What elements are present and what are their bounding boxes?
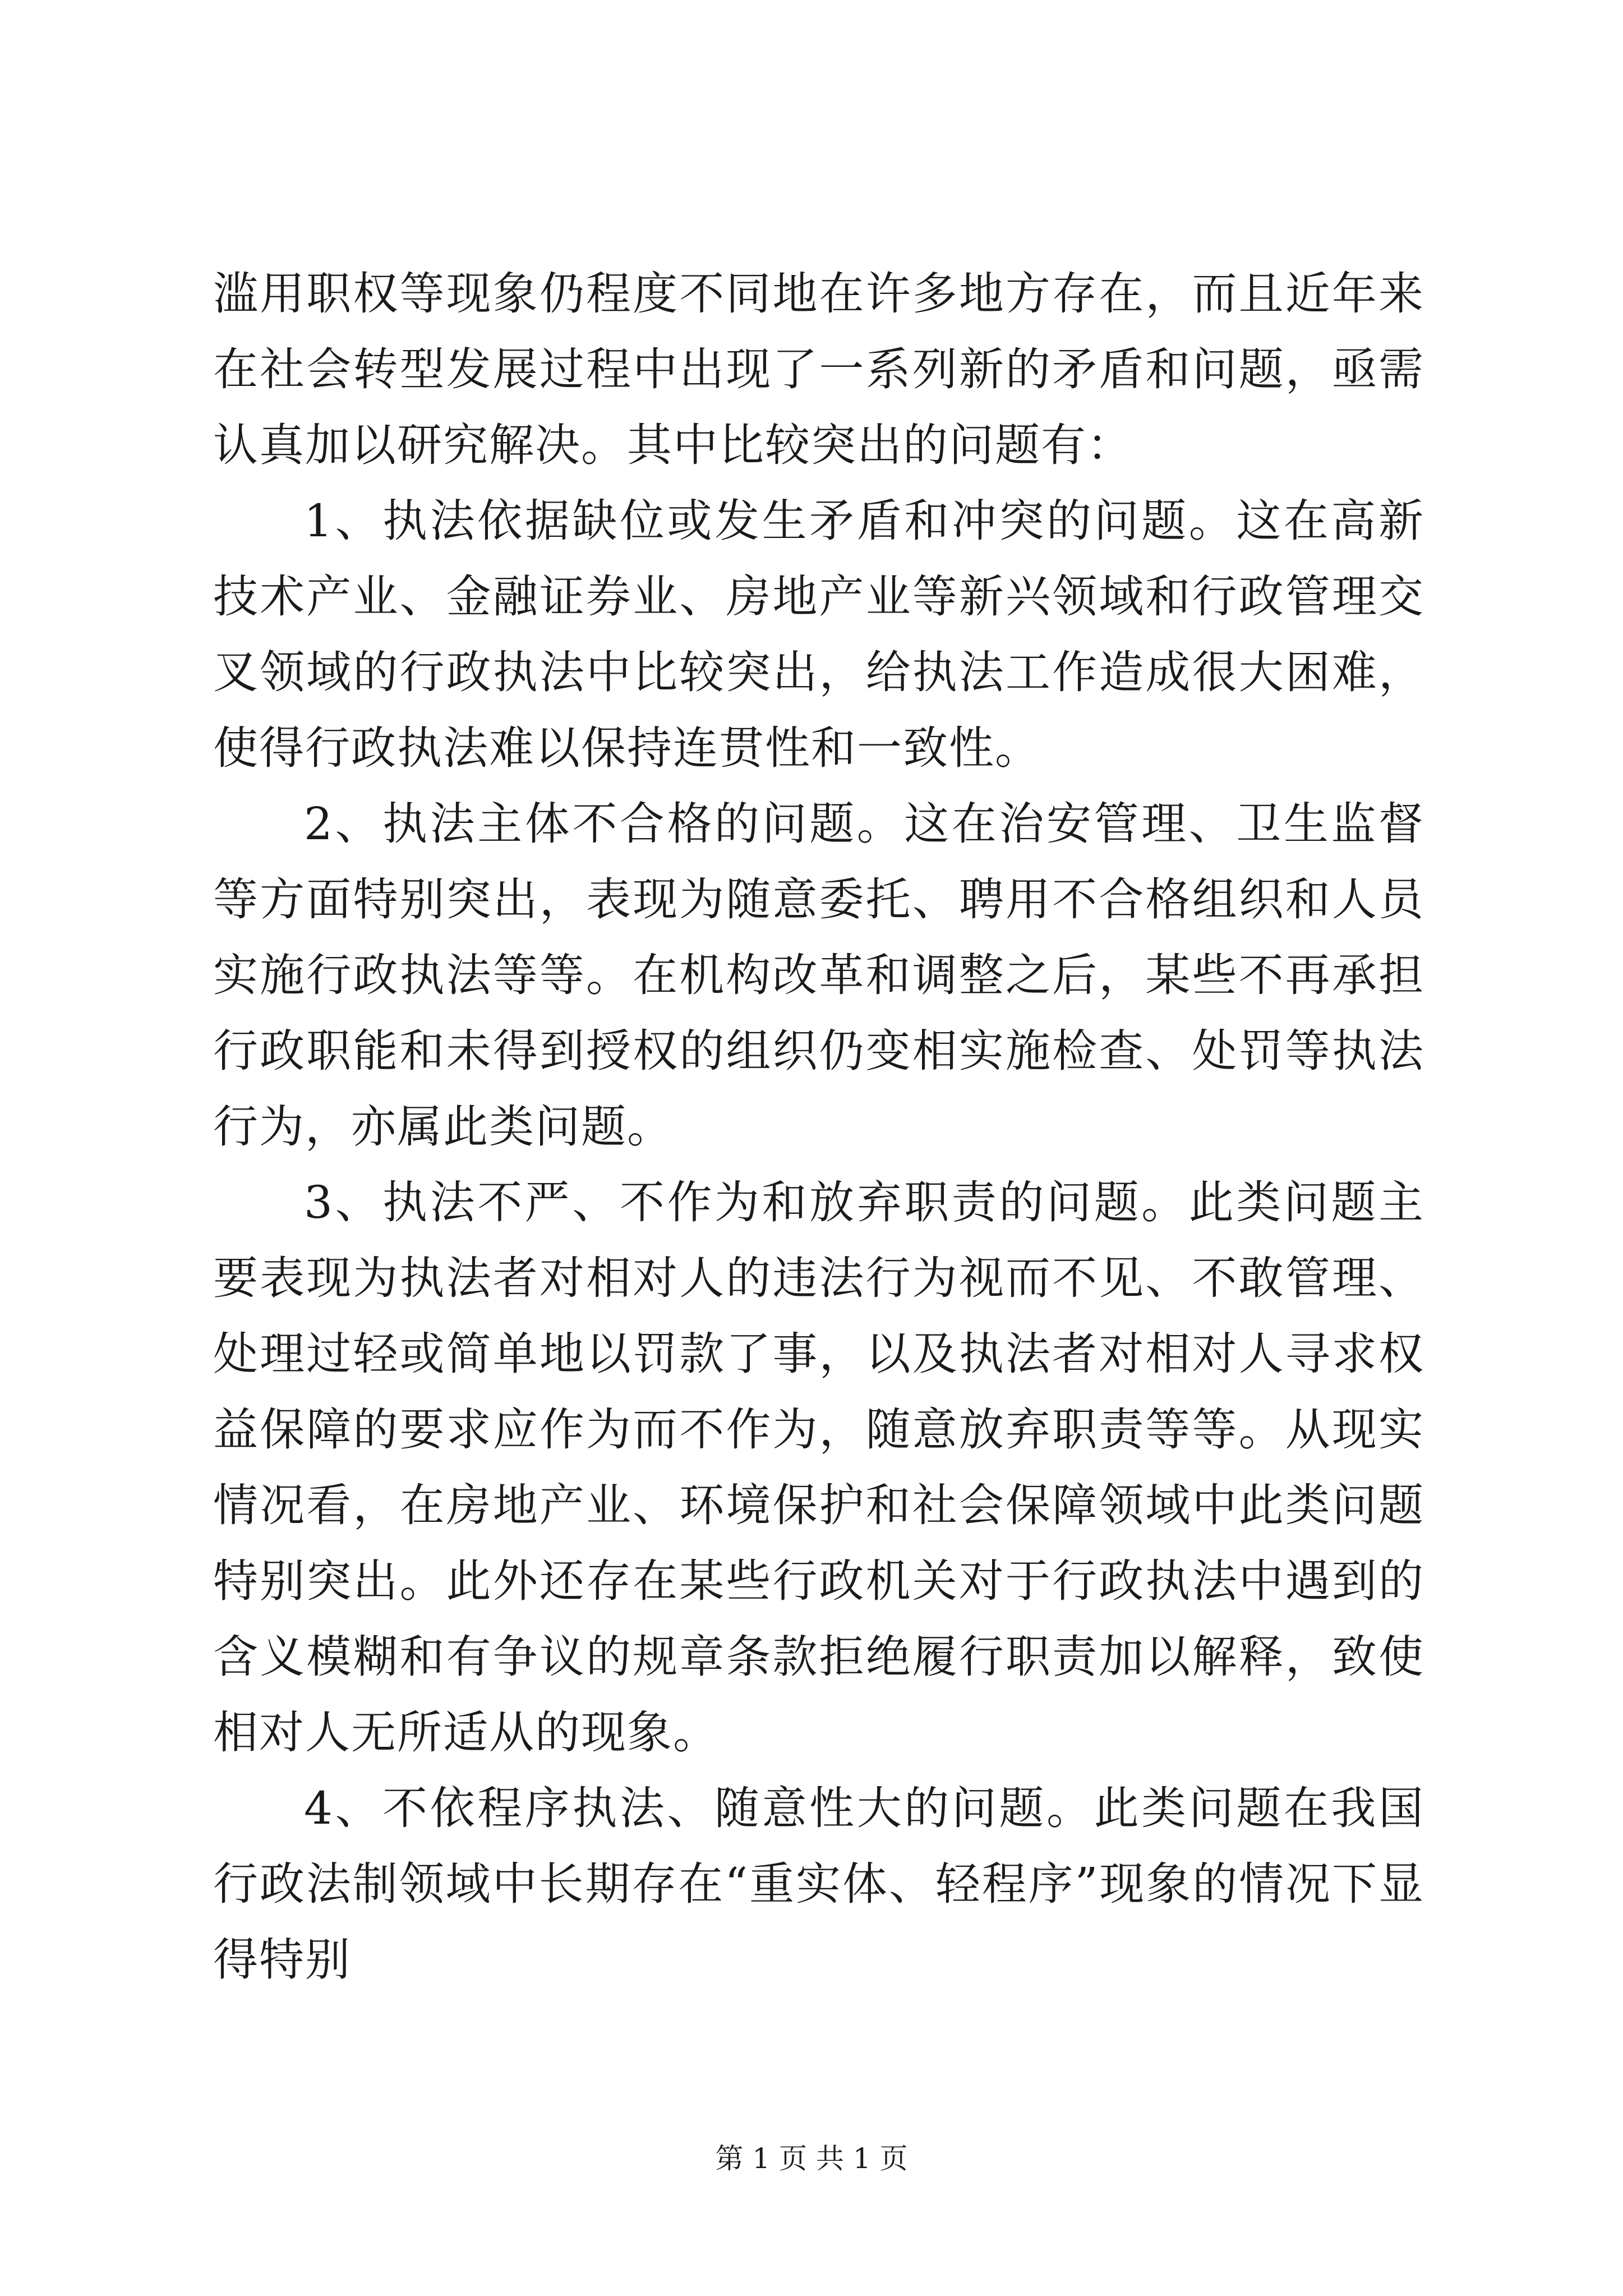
paragraph-item-3: 3、执法不严、不作为和放弃职责的问题。此类问题主要表现为执法者对相对人的违法行为视而不见、不敢管理、处理过轻或简单地以罚款了事，以及执法者对相对人寻求权益保障的要求应作为而不作为，随意放弃职责等等。从现实情况看，在房地产业、环境保护和社会保障领域中此类问题特别突出。此外还存在某些行政机关对于行政执法中遇到的含义模糊和有争议的规章条款拒绝履行职责加以解释，致使相对人无所适从的现象。	[213, 1176, 1424, 1759]
paragraph-item-4: 4、不依程序执法、随意性大的问题。此类问题在我国行政法制领域中长期存在“重实体、轻程序”现象的情况下显得特别	[213, 1782, 1424, 1986]
document-body	[213, 256, 1424, 1998]
paragraph-item-2: 2、执法主体不合格的问题。这在治安管理、卫生监督等方面特别突出，表现为随意委托、聘用不合格组织和人员实施行政执法等等。在机构改革和调整之后，某些不再承担行政职能和未得到授权的组织仍变相实施检查、处罚等执法行为，亦属此类问题。	[213, 798, 1424, 1153]
paragraph-item-1: 1、执法依据缺位或发生矛盾和冲突的问题。这在高新技术产业、金融证券业、房地产业等新兴领域和行政管理交叉领域的行政执法中比较突出，给执法工作造成很大困难，使得行政执法难以保持连贯性和一致性。	[213, 495, 1424, 774]
paragraph-continuation: 滥用职权等现象仍程度不同地在许多地方存在，而且近年来在社会转型发展过程中出现了一系列新的矛盾和问题，亟需认真加以研究解决。其中比较突出的问题有：	[213, 268, 1424, 471]
page-footer: 第 1 页 共 1 页	[715, 2142, 908, 2175]
